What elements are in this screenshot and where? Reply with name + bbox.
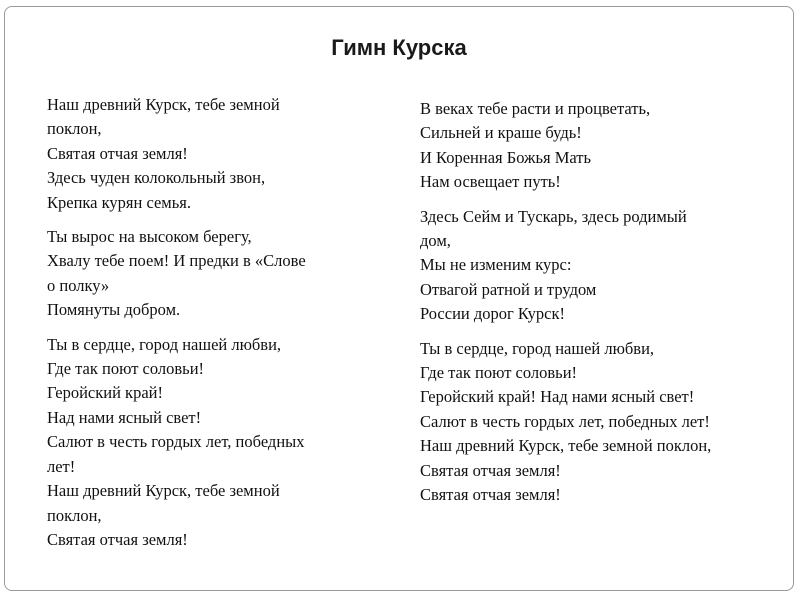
verse-line: Наш древний Курск, тебе земной [47,481,280,501]
verse-line: Святая отчая земля! [47,529,188,549]
verse-line: Мы не изменим курс: [420,255,572,275]
verse-line: Здесь чуден колокольный звон, [47,168,266,188]
verse-line: Геройский край! [47,383,163,403]
verse-line: Нам освещает путь! [420,172,561,192]
verse-line: Салют в честь гордых лет, победных [47,432,305,452]
right-column [420,97,785,518]
stanza [420,337,785,508]
verse-line: Сильней и краше будь! [420,123,582,143]
stanza [47,333,372,553]
verse-line: Помянуты добром. [47,300,181,320]
verse-line: Наш древний Курск, тебе земной поклон, [420,436,712,456]
verse-line: Ты в сердце, город нашей любви, [420,338,655,358]
verse-line: Хвалу тебе поем! И предки в «Слове [47,251,306,271]
verse-line: И Коренная Божья Мать [420,147,592,167]
verse-line: о полку» [47,275,110,295]
verse-line: Святая отчая земля! [420,460,561,480]
verse-line: Святая отчая земля! [47,143,188,163]
verse-line: Где так поют соловьи! [47,359,205,379]
page-title: Гимн Курска [331,35,467,60]
verse-line: поклон, [47,505,102,525]
verse-line: Салют в честь гордых лет, победных лет! [420,411,710,431]
verse-line: России дорог Курск! [420,304,565,324]
verse-line: Наш древний Курск, тебе земной [47,95,280,114]
verse-line: Святая отчая земля! [420,485,561,505]
verse-line: лет! [47,456,76,476]
verse-line: Над нами ясный свет! [47,407,202,427]
verse-line: дом, [420,231,451,251]
verse-line: Ты вырос на высоком берегу, [47,227,252,247]
slide-frame [4,6,794,591]
verse-line: Здесь Сейм и Тускарь, здесь родимый [420,206,687,226]
verse-line: Где так поют соловьи! [420,363,578,383]
stanza [420,97,785,195]
verse-line: Ты в сердце, город нашей любви, [47,334,282,354]
verse-line: поклон, [47,119,102,139]
verse-line: В веках тебе расти и процветать, [420,99,651,118]
left-column [47,93,372,562]
stanza [420,205,785,327]
verse-line: Крепка курян семья. [47,192,191,212]
stanza [47,93,372,215]
stanza [47,225,372,323]
verse-line: Отвагой ратной и трудом [420,279,597,299]
verse-line: Геройский край! Над нами ясный свет! [420,387,695,407]
